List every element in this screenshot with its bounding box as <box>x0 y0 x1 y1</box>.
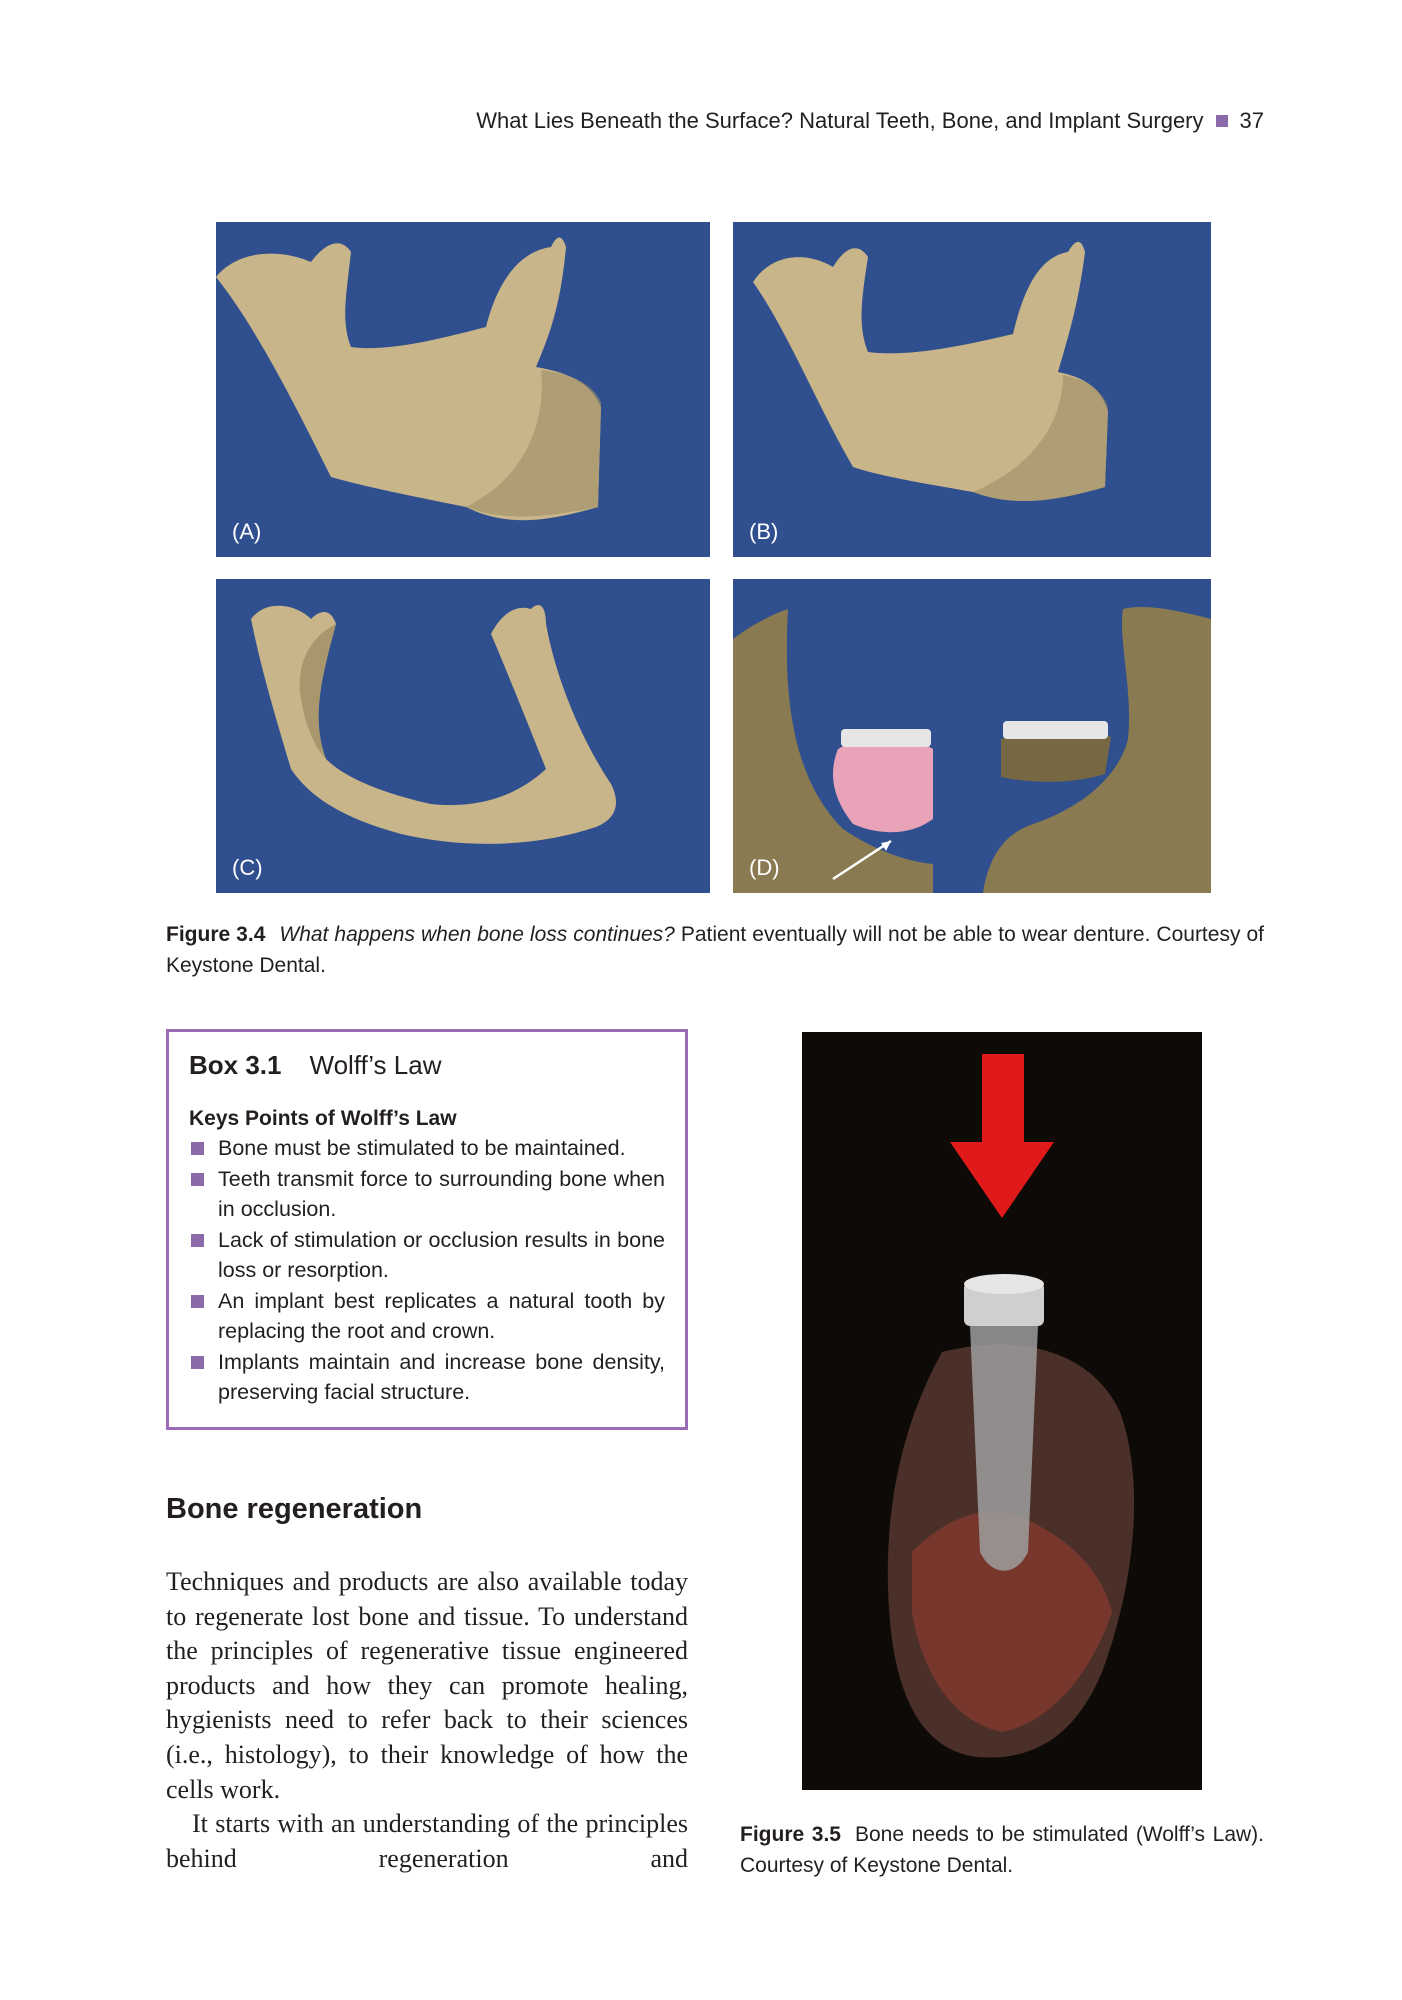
figure-3-5-caption <box>740 1819 1264 1881</box>
figure-panel-b <box>733 222 1211 557</box>
panel-label-c: (C) <box>232 855 263 880</box>
box-list-item: An implant best replicates a natural tooth by replacing the root and crown. <box>189 1286 665 1347</box>
mandible-full-image <box>216 222 710 557</box>
figure-3-5-label: Figure 3.5 <box>740 1823 841 1846</box>
mandible-resorbed-image <box>733 222 1211 557</box>
denture-cross-section-image <box>733 579 1211 893</box>
page-number: 37 <box>1239 108 1264 133</box>
header-bullet-icon <box>1216 115 1228 127</box>
box-label: Box 3.1 <box>189 1050 282 1080</box>
box-title <box>189 1050 665 1081</box>
figure-panel-d <box>733 579 1211 893</box>
figure-3-5-image <box>802 1032 1202 1790</box>
figure-3-4-caption-italic: What happens when bone loss continues? <box>279 923 675 946</box>
body-paragraph: It starts with an understanding of the principles behind regeneration and <box>166 1809 688 1873</box>
figure-panel-c <box>216 579 710 893</box>
box-wolffs-law <box>166 1029 688 1430</box>
body-paragraph: Techniques and products are also available today to regenerate lost bone and tissue. To understand the principles of regenerative tissue engineered products and how they can promote healing, hygienists need to refer back to their sciences (i.e., histology), to their knowledge of how the cells work. <box>166 1567 688 1804</box>
figure-panel-a <box>216 222 710 557</box>
running-title: What Lies Beneath the Surface? Natural Teeth, Bone, and Implant Surgery <box>476 108 1204 133</box>
figure-3-5-caption-text: Bone needs to be stimulated (Wolff’s Law). Courtesy of Keystone Dental. <box>740 1823 1264 1877</box>
box-list-item: Bone must be stimulated to be maintained. <box>189 1133 665 1164</box>
section-heading-bone-regeneration: Bone regeneration <box>166 1493 423 1525</box>
panel-label-a: (A) <box>232 519 262 544</box>
box-list-item: Implants maintain and increase bone density, preserving facial structure. <box>189 1347 665 1408</box>
implant-in-bone-image <box>802 1032 1202 1790</box>
body-text <box>166 1565 688 1876</box>
box-list-item: Lack of stimulation or occlusion results in bone loss or resorption. <box>189 1225 665 1286</box>
figure-3-4-label: Figure 3.4 <box>166 923 266 946</box>
panel-label-b: (B) <box>749 519 779 544</box>
panel-label-d: (D) <box>749 855 780 880</box>
box-subheading: Keys Points of Wolff’s Law <box>189 1107 457 1130</box>
running-header <box>0 108 1264 134</box>
mandible-severe-loss-image <box>216 579 710 893</box>
box-bullet-list <box>189 1133 665 1408</box>
figure-3-4-caption-text: Patient eventually will not be able to wear denture. Courtesy of Keystone Dental. <box>166 923 1264 977</box>
box-list-item: Teeth transmit force to surrounding bone when in occlusion. <box>189 1164 665 1225</box>
box-title-text: Wolff’s Law <box>309 1050 442 1080</box>
figure-3-4-caption <box>166 919 1264 981</box>
